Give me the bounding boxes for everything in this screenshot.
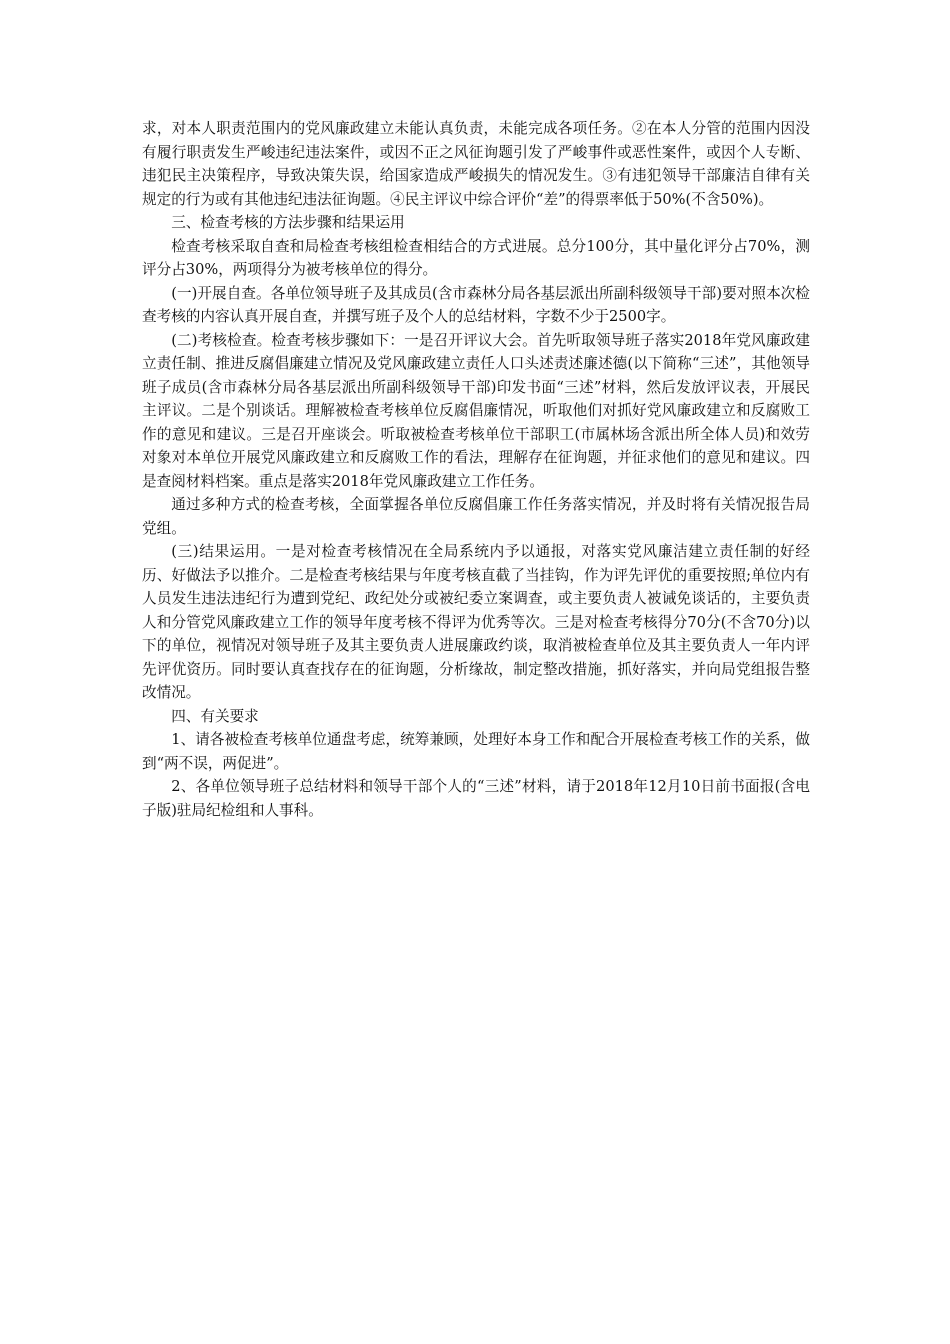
requirement-item-1: 1、请各被检查考核单位通盘考虑，统筹兼顾，处理好本身工作和配合开展检查考核工作的关系，做到“两不误，两促进”。 xyxy=(142,731,810,772)
paragraph-inspection: (二)考核检查。检查考核步骤如下：一是召开评议大会。首先听取领导班子落实2018年党风廉政建立责任制、推进反腐倡廉建立情况及党风廉政建立责任人口头述责述廉述德(以下简称“三述”，其他领导班子成员(含市森林分局各基层派出所副科级领导干部)印发书面“三述”材料，然后发放评议表，开展民主评议。二是个别谈话。理解被检查考核单位反腐倡廉情况，听取他们对抓好党风廉政建立和反腐败工作的意见和建议。三是召开座谈会。听取被检查考核单位干部职工(市属林场含派出所全体人员)和效劳对象对本单位开展党风廉政建立和反腐败工作的看法，理解存在征询题，并征求他们的意见和建议。四是查阅材料档案。重点是落实2018年党风廉政建立工作任务。 xyxy=(142,331,810,490)
section-heading-methods: 三、检查考核的方法步骤和结果运用 xyxy=(171,214,405,231)
paragraph-summary: 通过多种方式的检查考核，全面掌握各单位反腐倡廉工作任务落实情况，并及时将有关情况报告局党组。 xyxy=(142,496,810,537)
paragraph-scoring: 检查考核采取自查和局检查考核组检查相结合的方式进展。总分100分，其中量化评分占70%，测评分占30%，两项得分为被考核单位的得分。 xyxy=(142,237,810,278)
document-body xyxy=(142,117,810,822)
paragraph-self-check: (一)开展自查。各单位领导班子及其成员(含市森林分局各基层派出所副科级领导干部)要对照本次检查考核的内容认真开展自查，并撰写班子及个人的总结材料，字数不少于2500字。 xyxy=(142,284,810,325)
requirement-item-2: 2、各单位领导班子总结材料和领导干部个人的“三述”材料，请于2018年12月10日前书面报(含电子版)驻局纪检组和人事科。 xyxy=(142,778,810,819)
section-heading-requirements: 四、有关要求 xyxy=(171,707,259,725)
paragraph-results-usage: (三)结果运用。一是对检查考核情况在全局系统内予以通报，对落实党风廉洁建立责任制的好经历、好做法予以推介。二是检查考核结果与年度考核直截了当挂钩，作为评先评优的重要按照;单位内有人员发生违法违纪行为遭到党纪、政纪处分或被纪委立案调查，或主要负责人被诫免谈话的，主要负责人和分管党风廉政建立工作的领导年度考核不得评为优秀等次。三是对检查考核得分70分(不含70分)以下的单位，视情况对领导班子及其主要负责人进展廉政约谈，取消被检查单位及其主要负责人一年内评先评优资历。同时要认真查找存在的征询题，分析缘故，制定整改措施，抓好落实，并向局党组报告整改情况。 xyxy=(142,543,810,701)
paragraph-continuation-violations: 求，对本人职责范围内的党风廉政建立未能认真负责，未能完成各项任务。②在本人分管的范围内因没有履行职责发生严峻违纪违法案件，或因不正之风征询题引发了严峻事件或恶性案件，或因个人专断、违犯民主决策程序，导致决策失误，给国家造成严峻损失的情况发生。③有违犯领导干部廉洁自律有关规定的行为或有其他违纪违法征询题。④民主评议中综合评价“差”的得票率低于50%(不含50%)。 xyxy=(142,120,810,208)
